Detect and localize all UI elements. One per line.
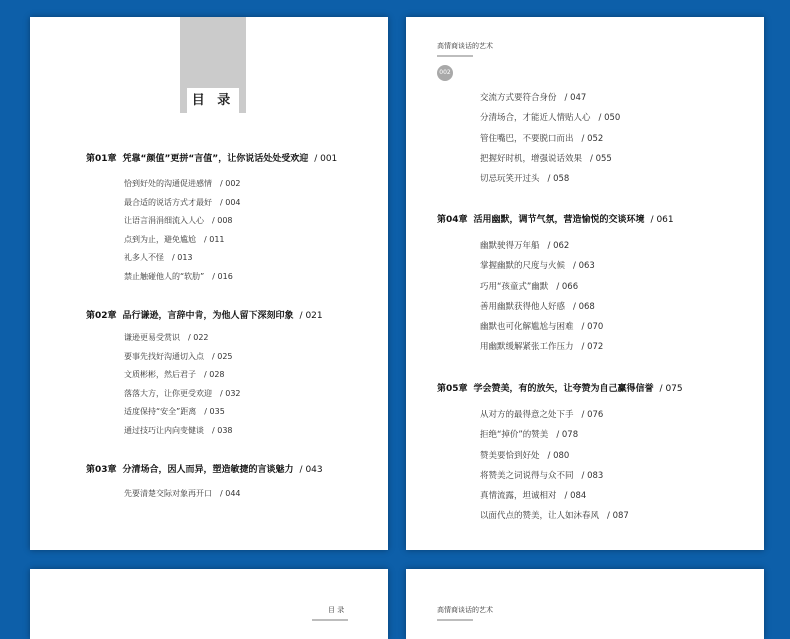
chapter-number: 第03章 (86, 465, 117, 475)
chapter-number: 第02章 (86, 311, 117, 321)
list-item (480, 446, 629, 466)
item-page: / 050 (598, 113, 621, 124)
list-item (480, 425, 629, 445)
item-text: 先要清楚交际对象再开口 (124, 489, 212, 498)
list-item (480, 256, 603, 276)
list-item (124, 422, 241, 441)
item-text: 适度保持“安全”距离 (124, 407, 197, 417)
item-text: 赞美要恰到好处 (480, 450, 540, 461)
item-text: 巧用“孩童式”幽默 (480, 281, 549, 292)
item-text: 用幽默缓解紧张工作压力 (480, 342, 574, 353)
toc-page-bottom-right (406, 569, 764, 639)
list-item (480, 337, 603, 357)
item-page: / 078 (556, 430, 579, 441)
chapter-heading (86, 462, 323, 475)
item-text: 分清场合，才能近人情贴人心 (480, 113, 591, 124)
item-text: 交流方式要符合身份 (480, 93, 557, 103)
item-text: 管住嘴巴，不要脱口而出 (480, 133, 574, 144)
item-text: 通过技巧让内向变健谈 (124, 425, 204, 435)
list-item (480, 466, 629, 486)
list-item (480, 149, 620, 169)
item-page: / 055 (590, 153, 612, 164)
item-text: 从对方的最得意之处下手 (480, 410, 574, 420)
item-text: 要事先找好沟通切入点 (124, 351, 204, 361)
item-page: / 004 (220, 197, 241, 207)
list-item (124, 366, 241, 385)
chapter-page: / 021 (299, 311, 323, 321)
item-text: 拒绝“掉价”的赞美 (480, 430, 549, 441)
item-page: / 070 (581, 322, 604, 333)
chapter-heading (437, 212, 674, 225)
continued-item-list (480, 88, 620, 189)
item-page: / 044 (220, 489, 241, 498)
item-text: 幽默驶得万年船 (480, 241, 540, 251)
item-text: 礼多人不怪 (124, 253, 164, 263)
list-item (480, 108, 620, 128)
chapter-title: 分清场合，因人而异，塑造敏捷的言谈魅力 (122, 465, 294, 475)
item-text: 让语言涓涓细流入人心 (124, 216, 204, 226)
list-item (480, 169, 620, 189)
list-item (124, 175, 241, 194)
list-item (480, 88, 620, 108)
item-page: / 062 (547, 241, 570, 251)
chapter-heading (86, 151, 337, 164)
list-item (124, 231, 241, 250)
item-text: 掌握幽默的尺度与火候 (480, 261, 566, 272)
list-item (480, 405, 629, 425)
item-page: / 063 (573, 261, 595, 272)
list-item (480, 277, 603, 297)
item-text: 切忌玩笑开过头 (480, 174, 540, 185)
list-item (480, 486, 629, 506)
item-page: / 025 (212, 351, 233, 361)
item-text: 最合适的说话方式才最好 (124, 197, 212, 207)
list-item (480, 129, 620, 149)
list-item (124, 329, 241, 348)
list-item (124, 194, 241, 213)
item-text: 文质彬彬，然后君子 (124, 370, 196, 380)
item-page: / 076 (581, 410, 604, 420)
list-item (480, 236, 603, 256)
item-text: 落落大方，让你更受欢迎 (124, 388, 212, 398)
chapter-heading (437, 381, 683, 394)
chapter-page: / 043 (299, 465, 323, 475)
chapter-item-list (124, 485, 241, 504)
list-item (124, 485, 241, 504)
list-item (124, 348, 241, 367)
header-rule (437, 619, 473, 621)
item-page: / 028 (204, 370, 225, 380)
item-text: 将赞美之词说得与众不同 (480, 470, 574, 481)
chapter-item-list (124, 175, 241, 287)
chapter-number: 第01章 (86, 154, 117, 164)
header-rule (312, 619, 348, 621)
item-page: / 047 (564, 93, 587, 103)
page-number-badge: 002 (437, 65, 453, 81)
item-text: 真情流露，坦诚相对 (480, 491, 557, 502)
chapter-title: 品行谦逊，言辞中肯，为他人留下深刻印象 (122, 311, 294, 321)
chapter-page: / 001 (314, 154, 338, 164)
item-page: / 083 (581, 470, 604, 481)
item-page: / 052 (581, 133, 604, 144)
chapter-page: / 075 (659, 384, 683, 394)
toc-title: 目 录 (187, 88, 239, 114)
toc-page-left (30, 17, 388, 550)
item-page: / 068 (573, 301, 595, 312)
item-page: / 022 (188, 333, 209, 342)
item-page: / 011 (204, 234, 225, 244)
item-page: / 058 (547, 174, 570, 185)
chapter-number: 第04章 (437, 215, 468, 225)
toc-page-bottom-left (30, 569, 388, 639)
chapter-item-list (480, 405, 629, 527)
chapter-item-list (480, 236, 603, 358)
running-head: 目 录 (328, 606, 345, 614)
item-page: / 016 (212, 271, 233, 281)
chapter-title: 学会赞美，有的放矢，让夸赞为自己赢得信誉 (473, 384, 654, 394)
list-item (480, 297, 603, 317)
header-rule (437, 55, 473, 57)
item-page: / 066 (556, 281, 579, 292)
chapter-heading (86, 308, 323, 321)
chapter-item-list (124, 329, 241, 441)
item-page: / 032 (220, 388, 241, 398)
item-text: 禁止触碰他人的“软肋” (124, 271, 205, 281)
item-page: / 038 (212, 425, 233, 435)
list-item (480, 506, 629, 526)
item-text: 以面代点的赞美，让人如沐春风 (480, 511, 600, 522)
item-page: / 072 (581, 342, 604, 353)
item-text: 恰到好处的沟通促进感情 (124, 179, 212, 188)
item-page: / 008 (212, 216, 233, 226)
item-page: / 087 (607, 511, 629, 522)
list-item (124, 249, 241, 268)
item-text: 善用幽默获得他人好感 (480, 301, 566, 312)
item-page: / 035 (204, 407, 225, 417)
list-item (124, 385, 241, 404)
chapter-title: 活用幽默，调节气氛，营造愉悦的交谈环境 (473, 215, 645, 225)
toc-page-right (406, 17, 764, 550)
list-item (480, 317, 603, 337)
chapter-title: 凭靠“颜值”更拼“言值”，让你说话处处受欢迎 (122, 154, 309, 164)
chapter-page: / 061 (650, 215, 674, 225)
item-text: 谦逊更易受赏识 (124, 333, 180, 342)
chapter-number: 第05章 (437, 384, 468, 394)
list-item (124, 403, 241, 422)
item-page: / 002 (220, 179, 241, 188)
item-text: 把握好时机，增强说话效果 (480, 153, 583, 164)
list-item (124, 268, 241, 287)
list-item (124, 212, 241, 231)
item-page: / 084 (564, 491, 587, 502)
item-page: / 080 (547, 450, 570, 461)
item-text: 点到为止，避免尴尬 (124, 234, 196, 244)
item-page: / 013 (172, 253, 193, 263)
running-head: 高情商谈话的艺术 (437, 606, 493, 614)
item-text: 幽默也可化解尴尬与困难 (480, 322, 574, 333)
running-head: 高情商谈话的艺术 (437, 42, 493, 50)
